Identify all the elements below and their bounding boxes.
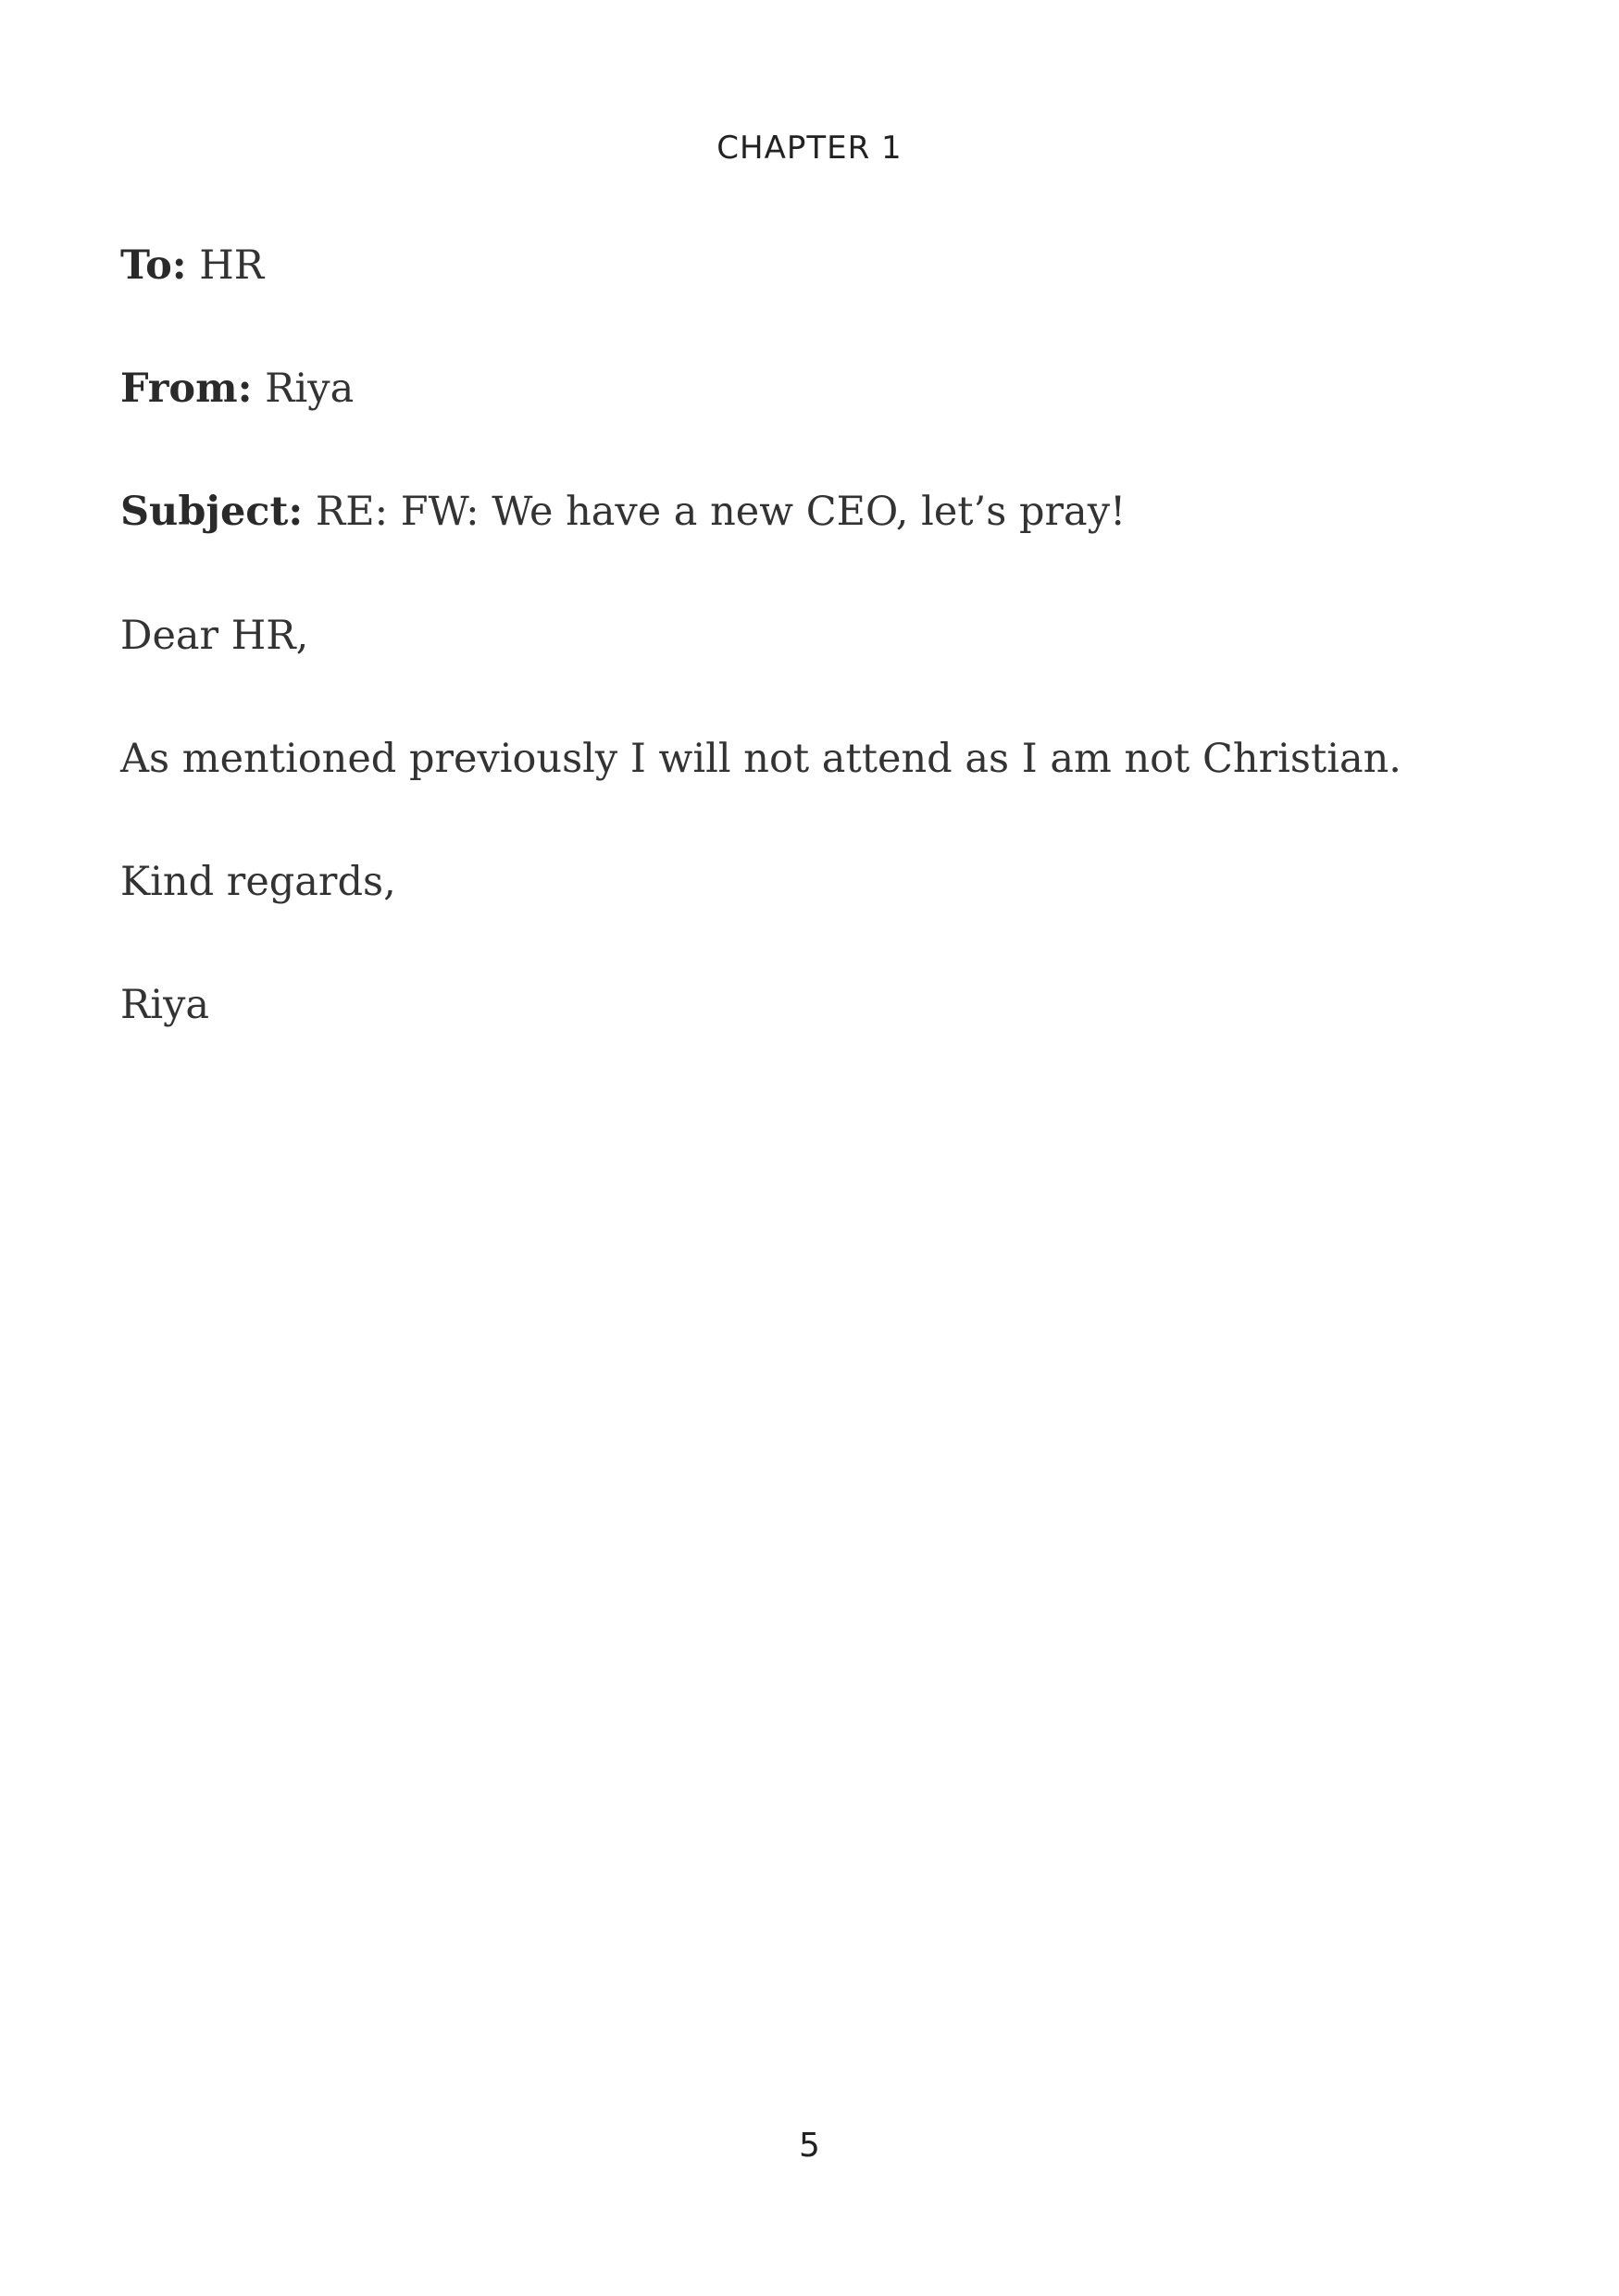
from-value: Riya xyxy=(265,366,355,412)
from-label: From: xyxy=(120,366,253,412)
closing: Kind regards, xyxy=(120,859,396,905)
body-paragraph: As mentioned previously I will not attend as I am not Christian. xyxy=(120,736,1401,782)
subject-line xyxy=(120,489,1509,537)
page-number: 5 xyxy=(799,2127,820,2165)
from-line xyxy=(120,366,1509,414)
to-line xyxy=(120,242,1509,291)
greeting: Dear HR, xyxy=(120,613,309,659)
to-label: To: xyxy=(120,242,187,289)
to-value: HR xyxy=(199,242,265,289)
subject-value: RE: FW: We have a new CEO, let’s pray! xyxy=(315,489,1127,535)
chapter-heading: CHAPTER 1 xyxy=(716,130,903,167)
subject-label: Subject: xyxy=(120,489,304,535)
signature: Riya xyxy=(120,982,210,1028)
